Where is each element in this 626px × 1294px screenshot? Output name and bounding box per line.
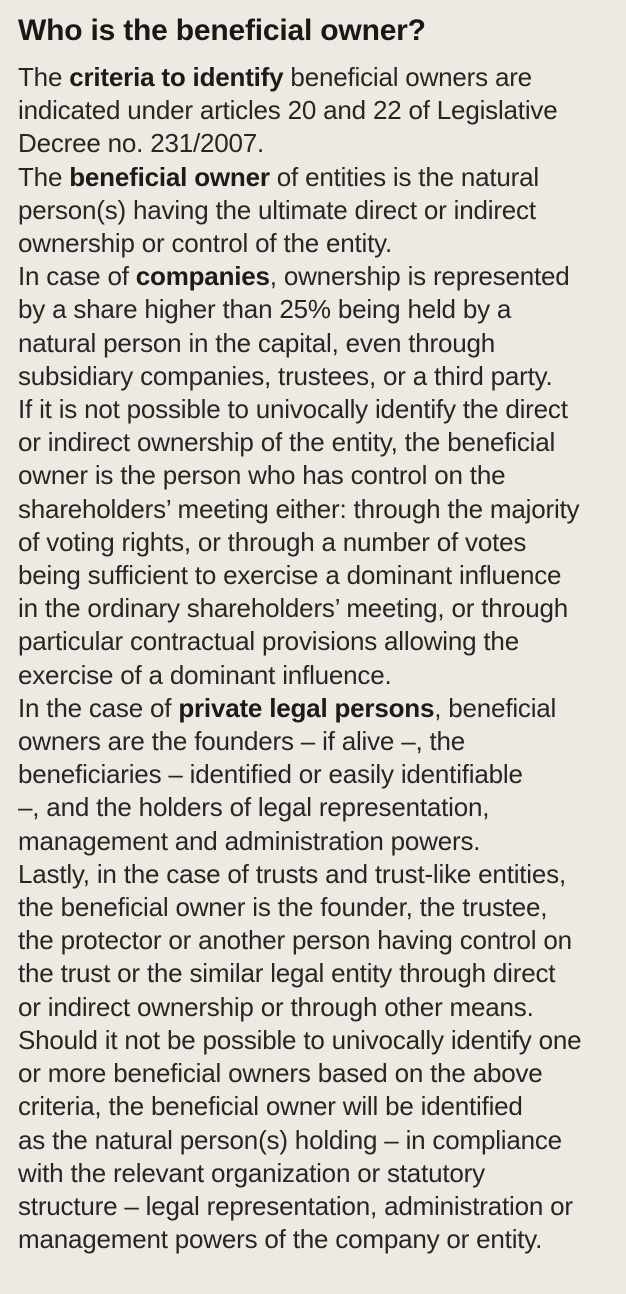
text-line [18,227,618,260]
text-run: or more beneficial owners based on the above [18,1058,543,1089]
text-run: shareholders’ meeting either: through the majority [18,493,580,524]
text-line [18,825,618,858]
text-run: indicated under articles 20 and 22 of Legislative [18,95,558,126]
text-run: the protector or another person having control on [18,925,572,956]
text-run: The [18,62,70,92]
text-run: , beneficial [434,692,557,723]
text-line [18,61,618,94]
text-run: –, and the holders of legal representation, [18,792,490,823]
text-run: structure – legal representation, administration or [18,1190,573,1221]
text-line [18,194,618,227]
text-run: In the case of [18,692,179,723]
text-line [18,725,618,758]
text-line [18,426,618,459]
text-line [18,1024,618,1057]
text-line [18,858,618,891]
text-line [18,758,618,791]
text-run: or indirect ownership of the entity, the beneficial [18,427,556,458]
text-line [18,891,618,924]
text-run: The [18,161,70,192]
bold-text-run: criteria to identify [69,62,284,92]
text-line [18,459,618,492]
text-line [18,526,618,559]
text-line [18,127,618,160]
text-line [18,592,618,625]
text-run: , ownership is represented [269,261,570,292]
text-run: management and administration powers. [18,825,481,856]
text-line [18,692,618,725]
text-line [18,991,618,1024]
text-run: management powers of the company or entity. [18,1224,543,1255]
text-run: particular contractual provisions allowing the [18,626,519,657]
body-text [18,61,618,1256]
text-run: Should it not be possible to univocally identify one [18,1024,582,1055]
page-title: Who is the beneficial owner? [18,14,426,47]
text-run: of entities is the natural [269,161,539,192]
bold-text-run: beneficial owner [69,161,270,192]
text-run: with the relevant organization or statutory [18,1157,485,1188]
text-run: being sufficient to exercise a dominant influence [18,560,562,591]
text-run: Lastly, in the case of trusts and trust-like entities, [18,858,566,889]
text-line [18,360,618,393]
text-line [18,1124,618,1157]
text-run: If it is not possible to univocally identify the direct [18,394,568,425]
text-line [18,1090,618,1123]
text-run: of voting rights, or through a number of votes [18,526,527,557]
text-run: or indirect ownership or through other means. [18,991,534,1022]
text-run: owners are the founders – if alive –, the [18,726,466,757]
bold-text-run: companies [135,261,270,292]
text-line [18,1190,618,1223]
text-line [18,293,618,326]
text-line [18,393,618,426]
text-run: in the ordinary shareholders’ meeting, or through [18,593,568,624]
text-line [18,559,618,592]
text-run: as the natural person(s) holding – in compliance [18,1124,562,1155]
text-run: criteria, the beneficial owner will be identified [18,1091,523,1122]
text-line [18,659,618,692]
text-run: In case of [18,261,136,292]
text-run: by a share higher than 25% being held by a [18,294,512,325]
text-run: beneficiaries – identified or easily identifiable [18,759,523,790]
text-run: the trust or the similar legal entity through direct [18,958,556,989]
text-run: ownership or control of the entity. [18,228,393,259]
text-line [18,327,618,360]
text-line [18,1057,618,1090]
text-line [18,924,618,957]
text-line [18,957,618,990]
text-line [18,791,618,824]
text-line [18,161,618,194]
text-run: Decree no. 231/2007. [18,128,265,159]
text-run: owner is the person who has control on the [18,460,506,491]
text-run: person(s) having the ultimate direct or indirect [18,194,536,225]
text-line [18,1157,618,1190]
text-run: natural person in the capital, even through [18,327,496,358]
text-run: the beneficial owner is the founder, the trustee, [18,892,548,923]
text-run: subsidiary companies, trustees, or a third party. [18,360,553,391]
text-run: exercise of a dominant influence. [18,659,392,690]
text-line [18,260,618,293]
bold-text-run: private legal persons [178,692,435,723]
text-line [18,94,618,127]
text-line [18,493,618,526]
text-line [18,1223,618,1256]
text-line [18,625,618,658]
text-run: beneficial owners are [283,62,532,92]
